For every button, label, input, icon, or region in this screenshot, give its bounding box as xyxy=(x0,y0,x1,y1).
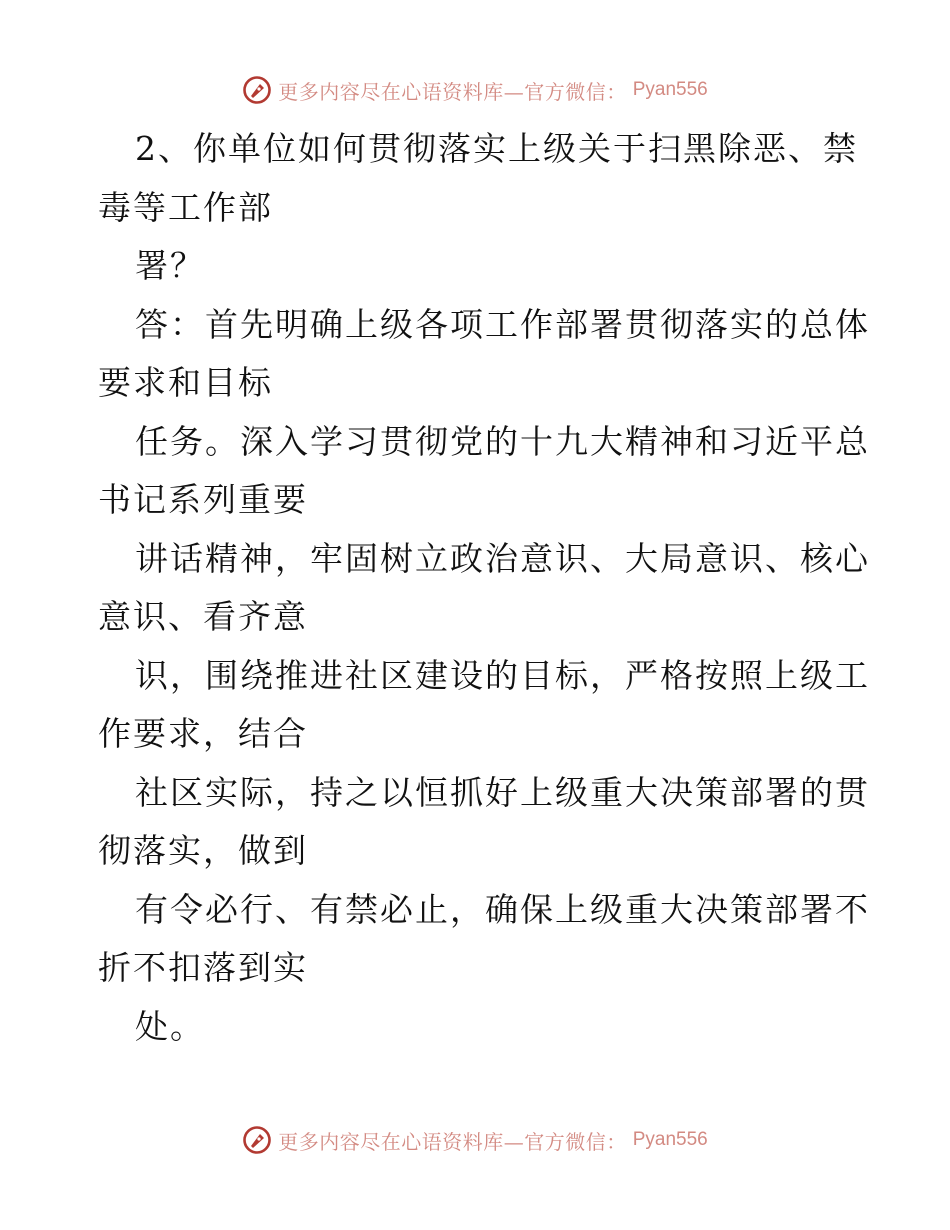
text-line: 意识、看齐意 xyxy=(98,597,308,636)
text-line: 要求和目标 xyxy=(98,363,273,402)
watermark-text: 更多内容尽在心语资料库—官方微信： xyxy=(278,79,627,104)
pen-nib-logo-icon xyxy=(242,75,272,105)
text-line: 任务。深入学习贯彻党的十九大精神和习近平总 xyxy=(135,421,870,461)
text-line: 书记系列重要 xyxy=(98,480,308,519)
text-line: 署？ xyxy=(135,246,205,285)
text-line: 2、你单位如何贯彻落实上级关于扫黑除恶、禁 xyxy=(135,129,858,168)
text-line: 答：首先明确上级各项工作部署贯彻落实的总体 xyxy=(135,304,870,344)
text-line: 处。 xyxy=(135,1006,205,1046)
text-line: 社区实际，持之以恒抓好上级重大决策部署的贯 xyxy=(135,772,870,812)
watermark-wechat-id: Pyan556 xyxy=(632,79,708,100)
header-watermark xyxy=(0,70,950,110)
text-line: 毒等工作部 xyxy=(98,187,273,227)
footer-watermark xyxy=(0,1120,950,1160)
text-line: 识，围绕推进社区建设的目标，严格按照上级工 xyxy=(135,655,870,695)
pen-nib-logo-icon xyxy=(242,1125,272,1155)
document-body xyxy=(98,120,870,1056)
text-line: 有令必行、有禁必止，确保上级重大决策部署不 xyxy=(135,889,870,929)
text-line: 折不扣落到实 xyxy=(98,948,308,987)
watermark-wechat-id: Pyan556 xyxy=(632,1129,708,1150)
watermark-text: 更多内容尽在心语资料库—官方微信： xyxy=(278,1129,627,1154)
text-line: 讲话精神，牢固树立政治意识、大局意识、核心 xyxy=(135,538,870,578)
text-line: 彻落实，做到 xyxy=(98,831,308,870)
text-line: 作要求，结合 xyxy=(98,714,308,753)
